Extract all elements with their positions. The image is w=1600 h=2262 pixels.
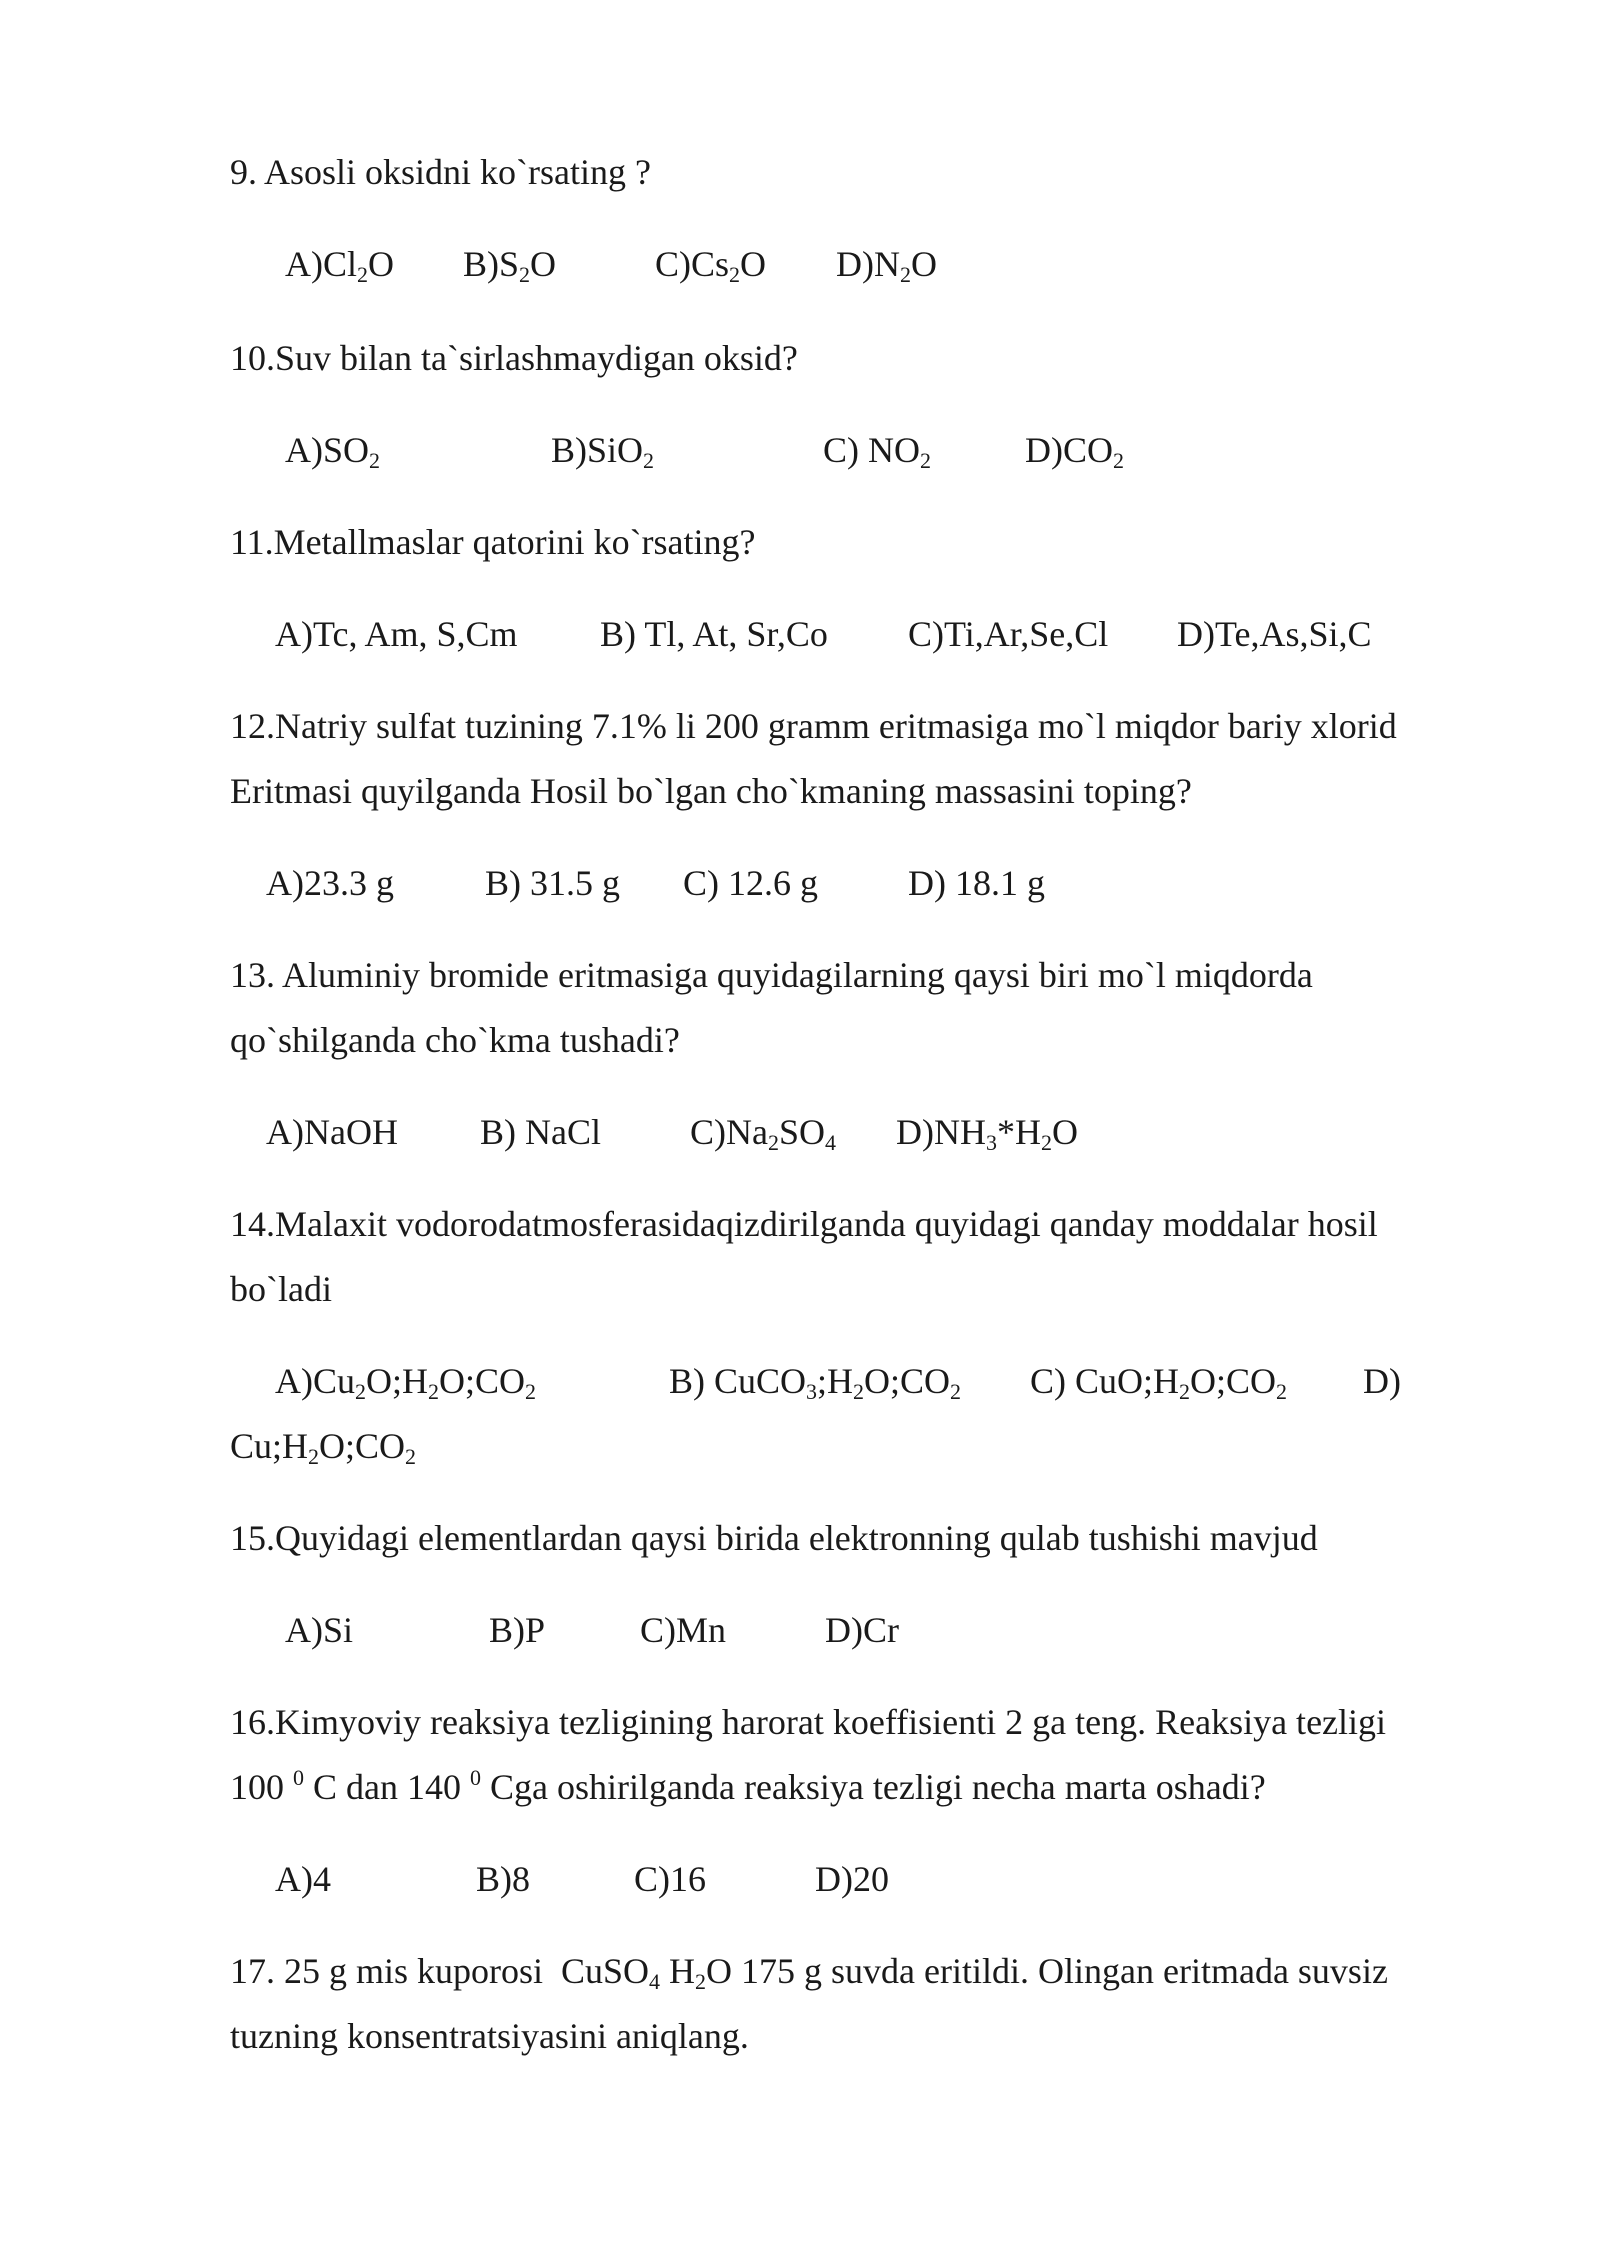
question-16-text-line-1: 16.Kimyoviy reaksiya tezligining harorat koeffisienti 2 ga teng. Reaksiya tezligi [230,1702,1387,1742]
question-16-option-c: C)16 [634,1859,706,1899]
question-10-option-b: B)SiO$_2$ [551,430,655,473]
question-9-option-d: $D)N_2O$ [836,244,937,287]
question-16-option-d: D)20 [815,1859,889,1899]
question-13-option-a: A)NaOH [266,1112,398,1152]
question-9-text: 9. Asosli oksidni ko`rsating ? [230,152,651,192]
question-16-option-b: B)8 [476,1859,530,1899]
question-13-option-d: $D)NH_3*H_2O$ [896,1112,1078,1155]
question-10-option-d: $D)CO_2$ [1025,430,1124,473]
question-14-option-b: B) $CuCO_3;H_2O;CO_2$ [669,1361,962,1404]
question-14-option-a: $A)Cu_2O;H_2O;CO_2$ [275,1361,537,1404]
question-12-option-a: A)23.3 g [266,863,394,903]
question-12-option-b: B) 31.5 g [485,863,620,903]
question-15-text: 15.Quyidagi elementlardan qaysi birida elektronning qulab tushishi mavjud [230,1518,1318,1558]
question-15-option-a: A)Si [285,1610,354,1650]
question-14-text-line-2: bo`ladi [230,1269,332,1309]
question-10-option-a: $A)SO_2$ [285,430,381,473]
question-15-option-d: D)Cr [825,1610,899,1650]
question-12-option-c: C) 12.6 g [683,863,818,903]
question-13-text-line-2: qo`shilganda cho`kma tushadi? [230,1020,680,1060]
question-17-text-line-2: tuzning konsentratsiyasini aniqlang. [230,2016,749,2056]
question-11-option-a: A)Tc, Am, S,Cm [275,614,518,654]
question-11-option-c: C)Ti,Ar,Se,Cl [908,614,1109,654]
question-13-option-c: $C)Na_2SO_4$ [690,1112,837,1155]
question-14-option-d-label: D) [1363,1361,1401,1401]
question-9-option-b: $B)S_2O$ [463,244,557,287]
question-16-option-a: A)4 [275,1859,331,1899]
question-11-option-d: D)Te,As,Si,C [1177,614,1372,654]
question-14-option-d-value: $Cu;H_2O;CO_2$ [230,1426,417,1469]
question-12-text-line-2: Eritmasi quyilganda Hosil bo`lgan cho`kmaning massasini toping? [230,771,1192,811]
question-12-text-line-1: 12.Natriy sulfat tuzining 7.1% li 200 gramm eritmasiga mo`l miqdor bariy xlorid [230,706,1397,746]
question-9-option-c: $C)Cs_2O$ [655,244,767,287]
question-17-text-line-1: 17. 25 g mis kuporosi CuSO$_4$ $H_2O$ 175 g suvda eritildi. Olingan eritmada suvsiz [230,1951,1388,1994]
question-16-text-line-2: 100 $^0$ C dan 140 $^0$ Cga oshirilganda reaksiya tezligi necha marta oshadi? [230,1765,1266,1807]
question-11-option-b: B) Tl, At, Sr,Co [600,614,828,654]
question-9-option-a: $A)Cl_2O$ [285,244,394,287]
question-12-option-d: D) 18.1 g [908,863,1045,903]
question-13-option-b: B) NaCl [480,1112,601,1152]
question-11-text: 11.Metallmaslar qatorini ko`rsating? [230,522,756,562]
question-15-option-b: B)P [489,1610,546,1650]
question-10-option-c: C) $NO_2$ [823,430,931,473]
question-14-text-line-1: 14.Malaxit vodorodatmosferasidaqizdirilganda quyidagi qanday moddalar hosil [230,1204,1378,1244]
question-10-text: 10.Suv bilan ta`sirlashmaydigan oksid? [230,338,798,378]
question-15-option-c: C)Mn [640,1610,727,1650]
question-14-option-c: C) $CuO;H_2O;CO_2$ [1030,1361,1288,1404]
question-13-text-line-1: 13. Aluminiy bromide eritmasiga quyidagilarning qaysi biri mo`l miqdorda [230,955,1313,995]
